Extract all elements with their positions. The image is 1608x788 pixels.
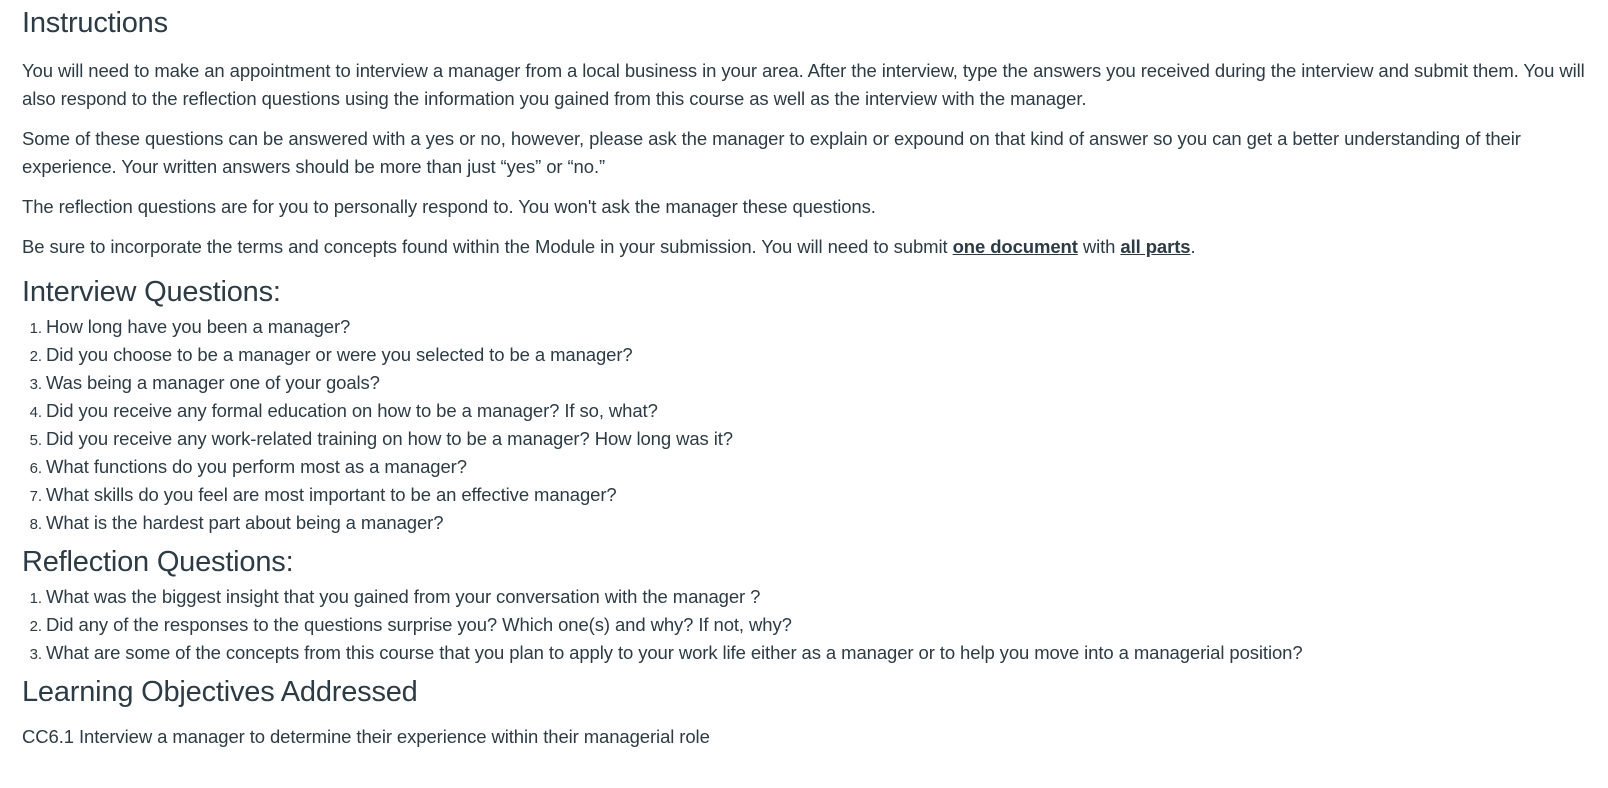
reflection-question: 1. What was the biggest insight that you gained from your conversation with the manager ? [46,583,1586,611]
instructions-paragraph-1: You will need to make an appointment to interview a manager from a local business in your area. After the interview, type the answers you received during the interview and submit them. You will also respond to the reflection questions using the information you gained from this course as well as the interview with the manager. [22,60,1585,109]
interview-question: 3. Was being a manager one of your goals? [46,369,1586,397]
interview-question: 8. What is the hardest part about being a manager? [46,509,1586,537]
learning-objectives-heading: Learning Objectives Addressed [22,676,418,708]
interview-question: 2. Did you choose to be a manager or were you selected to be a manager? [46,341,1586,369]
instructions-heading: Instructions [22,7,168,39]
one-document-link[interactable]: one document [952,236,1078,257]
reflection-questions-list [22,583,1586,667]
all-parts-link[interactable]: all parts [1120,236,1191,257]
interview-question: 4. Did you receive any formal education on how to be a manager? If so, what? [46,397,1586,425]
reflection-question: 2. Did any of the responses to the questions surprise you? Which one(s) and why? If not, why? [46,611,1586,639]
reflection-question: 3. What are some of the concepts from this course that you plan to apply to your work life either as a manager or to help you move into a managerial position? [46,639,1586,667]
interview-question: 6. What functions do you perform most as a manager? [46,453,1586,481]
interview-questions-heading: Interview Questions: [22,276,281,308]
reflection-questions-heading: Reflection Questions: [22,546,294,578]
para4-suffix: . [1190,236,1196,257]
instructions-paragraph-2: Some of these questions can be answered with a yes or no, however, please ask the manager to explain or expound on that kind of answer so you can get a better understanding of their experience. Your written answers should be more than just “yes” or “no.” [22,128,1521,177]
instructions-paragraph-3: The reflection questions are for you to personally respond to. You won't ask the manager these questions. [22,196,876,217]
interview-question: 1. How long have you been a manager? [46,313,1586,341]
interview-question: 7. What skills do you feel are most important to be an effective manager? [46,481,1586,509]
interview-question: 5. Did you receive any work-related training on how to be a manager? How long was it? [46,425,1586,453]
instructions-paragraph-4 [22,233,1586,261]
learning-objective-text: CC6.1 Interview a manager to determine their experience within their managerial role [22,726,710,747]
para4-mid: with [1077,236,1121,257]
interview-questions-list [22,313,1586,537]
para4-prefix: Be sure to incorporate the terms and concepts found within the Module in your submission. You will need to submit [22,236,953,257]
